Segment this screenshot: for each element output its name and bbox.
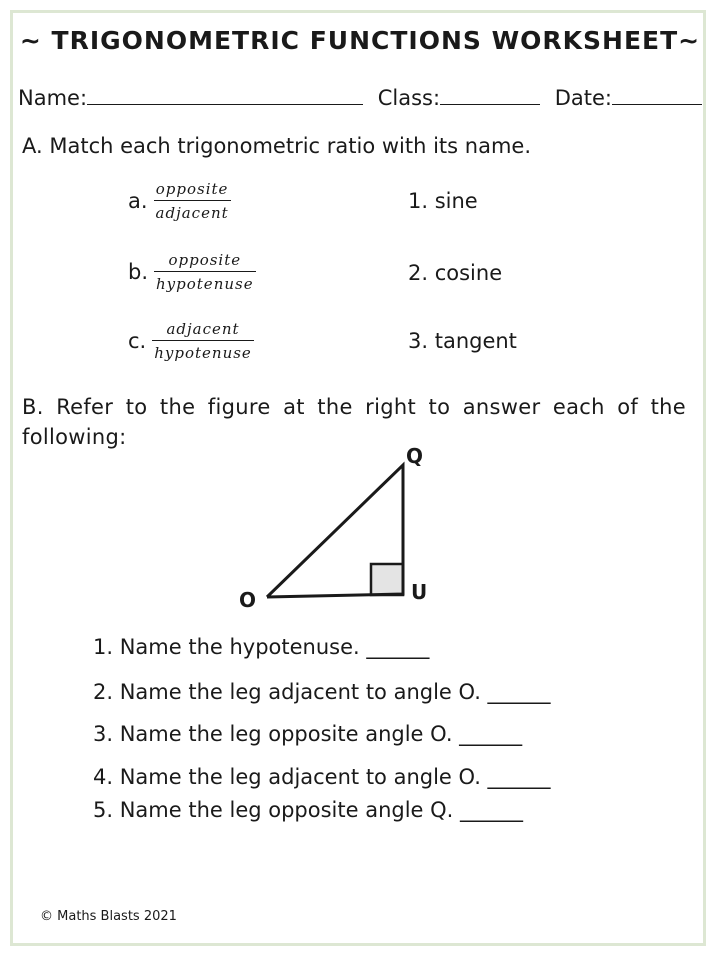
date-label: Date:: [554, 86, 613, 110]
function-name-cosine: 2. cosine: [408, 261, 503, 285]
vertex-o-label: O: [239, 588, 257, 612]
fraction-numerator: opposite: [168, 251, 242, 269]
section-a-instruction: A. Match each trigonometric ratio with its name.: [22, 134, 531, 158]
class-blank[interactable]: [440, 86, 540, 105]
ratio-letter: b.: [128, 260, 149, 284]
ratio-fraction: [154, 251, 256, 293]
ratio-c: [128, 320, 254, 362]
ratio-fraction: [154, 180, 231, 222]
triangle-figure: [230, 440, 450, 624]
ratio-a: [128, 180, 231, 222]
copyright-footer: © Maths Blasts 2021: [40, 909, 177, 924]
class-label: Class:: [377, 86, 441, 110]
function-name-sine: 1. sine: [408, 189, 478, 213]
name-label: Name:: [18, 86, 88, 110]
fraction-denominator: hypotenuse: [152, 340, 254, 362]
question-1: 1. Name the hypotenuse. ______: [93, 635, 430, 659]
question-5: 5. Name the leg opposite angle Q. ______: [93, 798, 524, 822]
fraction-denominator: hypotenuse: [154, 271, 256, 293]
student-info-line: [18, 86, 702, 110]
worksheet-title: ~ TRIGONOMETRIC FUNCTIONS WORKSHEET~: [19, 26, 701, 55]
question-4: 4. Name the leg adjacent to angle O. ______: [93, 765, 551, 789]
question-3: 3. Name the leg opposite angle O. ______: [93, 722, 523, 746]
right-angle-marker: [371, 564, 403, 595]
vertex-q-label: Q: [406, 444, 424, 468]
ratio-fraction: [152, 320, 254, 362]
fraction-denominator: adjacent: [154, 200, 231, 222]
ratio-letter: c.: [128, 329, 147, 353]
vertex-u-label: U: [411, 580, 428, 604]
question-2: 2. Name the leg adjacent to angle O. ______: [93, 680, 551, 704]
name-blank[interactable]: [87, 86, 363, 105]
section-b-instruction: B. Refer to the figure at the right to answer each of the following:: [22, 395, 686, 449]
ratio-b: [128, 251, 256, 293]
fraction-numerator: adjacent: [166, 320, 240, 338]
function-name-tangent: 3. tangent: [408, 329, 517, 353]
ratio-letter: a.: [128, 189, 148, 213]
date-blank[interactable]: [612, 86, 702, 105]
fraction-numerator: opposite: [155, 180, 229, 198]
